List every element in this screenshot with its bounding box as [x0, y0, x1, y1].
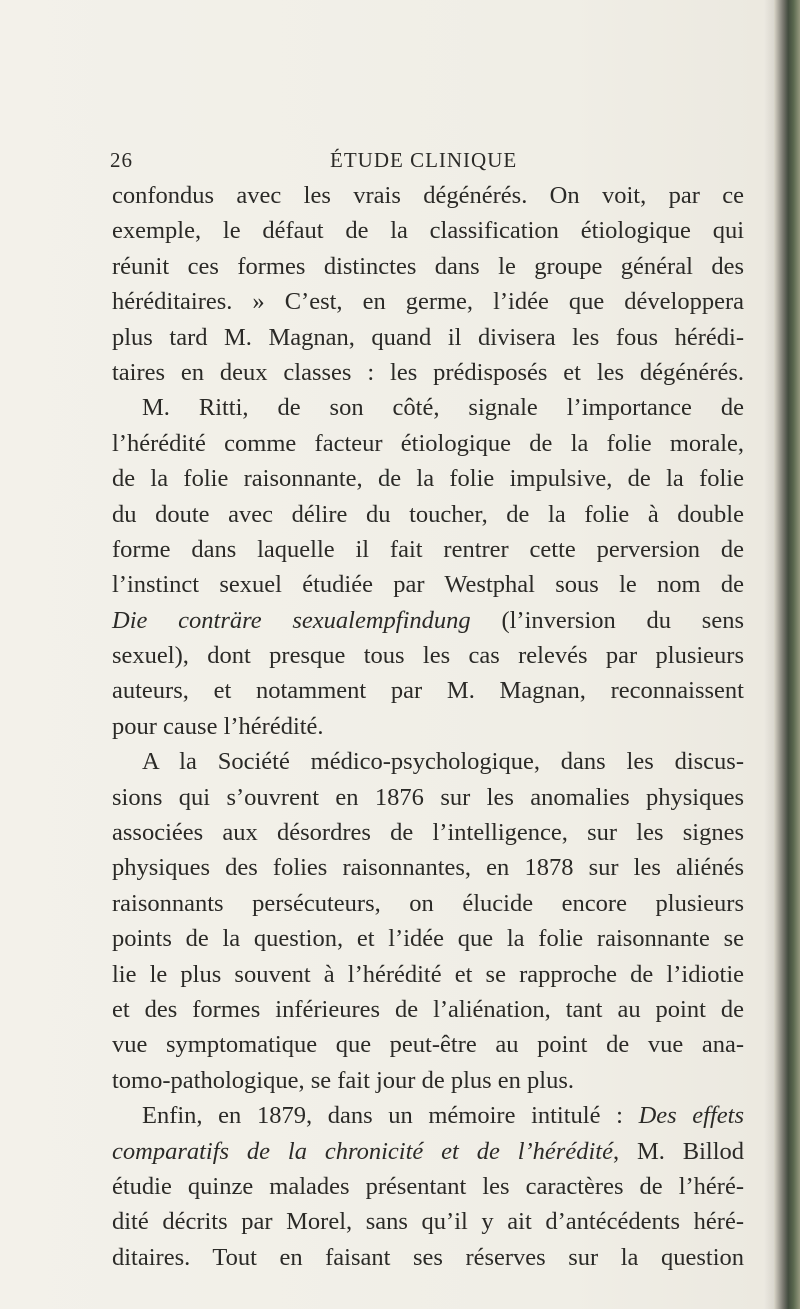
text-line: héréditaires. » C’est, en germe, l’idée que développera: [112, 288, 744, 316]
text-line: tomo-pathologique, se fait jour de plus en plus.: [112, 1066, 575, 1094]
text-line: comparatifs de la chronicité et de l’hérédité, M. Billod: [112, 1137, 744, 1165]
text-line: du doute avec délire du toucher, de la folie à double: [112, 500, 744, 528]
text-line: dité décrits par Morel, sans qu’il y ait d’antécédents héré-: [112, 1208, 744, 1236]
text-line: plus tard M. Magnan, quand il divisera les fous hérédi-: [112, 323, 744, 351]
text-line: sexuel), dont presque tous les cas relevés par plusieurs: [112, 642, 744, 670]
text-line: confondus avec les vrais dégénérés. On voit, par ce: [112, 182, 744, 209]
text-line: auteurs, et notamment par M. Magnan, reconnaissent: [112, 677, 744, 705]
text-line: sions qui s’ouvrent en 1876 sur les anomalies physiques: [112, 783, 744, 811]
text-line: physiques des folies raisonnantes, en 1878 sur les aliénés: [112, 854, 744, 882]
text-line: exemple, le défaut de la classification étiologique qui: [112, 217, 744, 245]
page-edge-shadow: [764, 0, 774, 1309]
text-line: associées aux désordres de l’intelligence, sur les signes: [112, 819, 744, 847]
text-line: pour cause l’hérédité.: [112, 712, 324, 740]
italic-title: Die conträre sexualempfindung: [112, 606, 471, 634]
text-line: A la Société médico-psychologique, dans les discus-: [142, 748, 744, 776]
text-line: et des formes inférieures de l’aliénation, tant au point de: [112, 995, 744, 1023]
running-title: ÉTUDE CLINIQUE: [330, 148, 518, 172]
italic-title: comparatifs de la chronicité et de l’hérédité: [112, 1137, 613, 1165]
body-text: [112, 178, 744, 1275]
text-line: vue symptomatique que peut-être au point de vue ana-: [112, 1031, 744, 1059]
text-line: l’instinct sexuel étudiée par Westphal sous le nom de: [112, 571, 744, 599]
text-line: Die conträre sexualempfindung (l’inversion du sens: [112, 606, 744, 634]
text-line: taires en deux classes : les prédisposés et les dégénérés.: [112, 358, 744, 386]
text-line: réunit ces formes distinctes dans le groupe général des: [112, 252, 744, 280]
text-line: raisonnants persécuteurs, on élucide encore plusieurs: [112, 889, 744, 917]
text-line: lie le plus souvent à l’hérédité et se rapproche de l’idiotie: [112, 960, 744, 988]
page-number: 26: [110, 148, 133, 172]
page-header: [110, 148, 750, 176]
text-line: Enfin, en 1879, dans un mémoire intitulé : Des effets: [142, 1102, 744, 1130]
text-line: l’hérédité comme facteur étiologique de la folie morale,: [112, 429, 744, 457]
text-line: de la folie raisonnante, de la folie impulsive, de la folie: [112, 465, 744, 493]
book-edge: [774, 0, 800, 1309]
text-line: étudie quinze malades présentant les caractères de l’héré-: [112, 1172, 744, 1200]
text-line: ditaires. Tout en faisant ses réserves sur la question: [112, 1243, 744, 1271]
text-line: M. Ritti, de son côté, signale l’importance de: [142, 394, 744, 422]
text-line: forme dans laquelle il fait rentrer cette perversion de: [112, 535, 744, 563]
text-line: points de la question, et l’idée que la folie raisonnante se: [112, 925, 744, 953]
italic-title: Des effets: [638, 1102, 744, 1130]
